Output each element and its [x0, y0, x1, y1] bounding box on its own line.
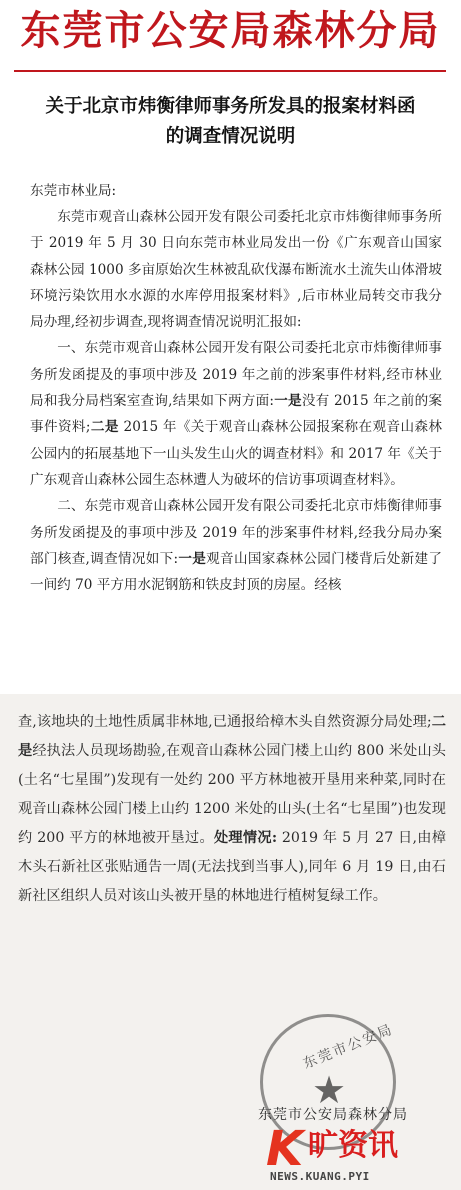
document-title — [20, 92, 441, 152]
body-text-page-1 — [30, 204, 442, 598]
title-line-1: 关于北京市炜衡律师事务所发具的报案材料函 — [45, 96, 416, 117]
letterhead-divider — [14, 70, 446, 72]
paragraph-intro: 东莞市观音山森林公园开发有限公司委托北京市炜衡律师事务所于 2019 年 5 月 30 日向东莞市林业局发出一份《广东观音山国家森林公园 1000 多亩原始次生林被乱砍伐瀑布断流水土流失山体滑坡环境污染饮用水水源的水库停用报案材料》,后市林业局转交市我分局办理,经初步调查,现将调查情况说明汇报如: — [30, 209, 442, 331]
paragraph-section-1: 一、东莞市观音山森林公园开发有限公司委托北京市炜衡律师事务所发函提及的事项中涉及 2019 年之前的涉案事件材料,经市林业局和我分局档案室查询,结果如下两方面:一是没有 2015 年之前的案事件资料;二是 2015 年《关于观音山森林公园报案称在观音山森林公园内的拓展基地下一山头发生山火的调查材料》和 2017 年《关于广东观音山森林公园生态林遭人为破坏的信访事项调查材料》。 — [30, 340, 443, 488]
document-page-2 — [0, 694, 461, 1190]
page-gap — [0, 672, 461, 694]
watermark-logo — [266, 1121, 456, 1186]
salutation: 东莞市林业局: — [30, 183, 117, 199]
watermark-brand: 旷资讯 — [308, 1128, 398, 1163]
logo-k-icon: K — [266, 1121, 304, 1177]
letterhead: 东莞市公安局森林分局 — [20, 8, 441, 54]
seal-star-icon: ★ — [312, 1068, 347, 1112]
body-text-page-2: 查,该地块的土地性质属非林地,已通报给樟木头自然资源分局处理;二是经执法人员现场勘验,在观音山森林公园门楼上山约 800 米处山头(土名“七星围”)发现有一处约 200 平方林地被开垦用来种菜,同时在观音山森林公园门楼上山约 1200 米处的山头(土名“七星围”)也发现约 200 平方的林地被开垦过。处理情况: 2019 年 5 月 27 日,由樟木头石新社区张贴通告一周(无法找到当事人),同年 6 月 19 日,由石新社区组织人员对该山头被开垦的林地进行植树复绿工作。 — [18, 714, 446, 904]
title-line-2: 的调查情况说明 — [165, 126, 296, 147]
watermark-url: NEWS.KUANG.PYI — [270, 1170, 370, 1183]
signature-line: 东莞市公安局森林分局 — [258, 1107, 408, 1123]
seal-text: 东莞市公安局 — [300, 1021, 396, 1073]
paragraph-section-2: 二、东莞市观音山森林公园开发有限公司委托北京市炜衡律师事务所发函提及的事项中涉及 2019 年的涉案事件材料,经我分局办案部门核查,调查情况如下:一是观音山国家森林公园门楼背后处新建了一间约 70 平方用水泥钢筋和铁皮封顶的房屋。经核 — [30, 498, 442, 594]
